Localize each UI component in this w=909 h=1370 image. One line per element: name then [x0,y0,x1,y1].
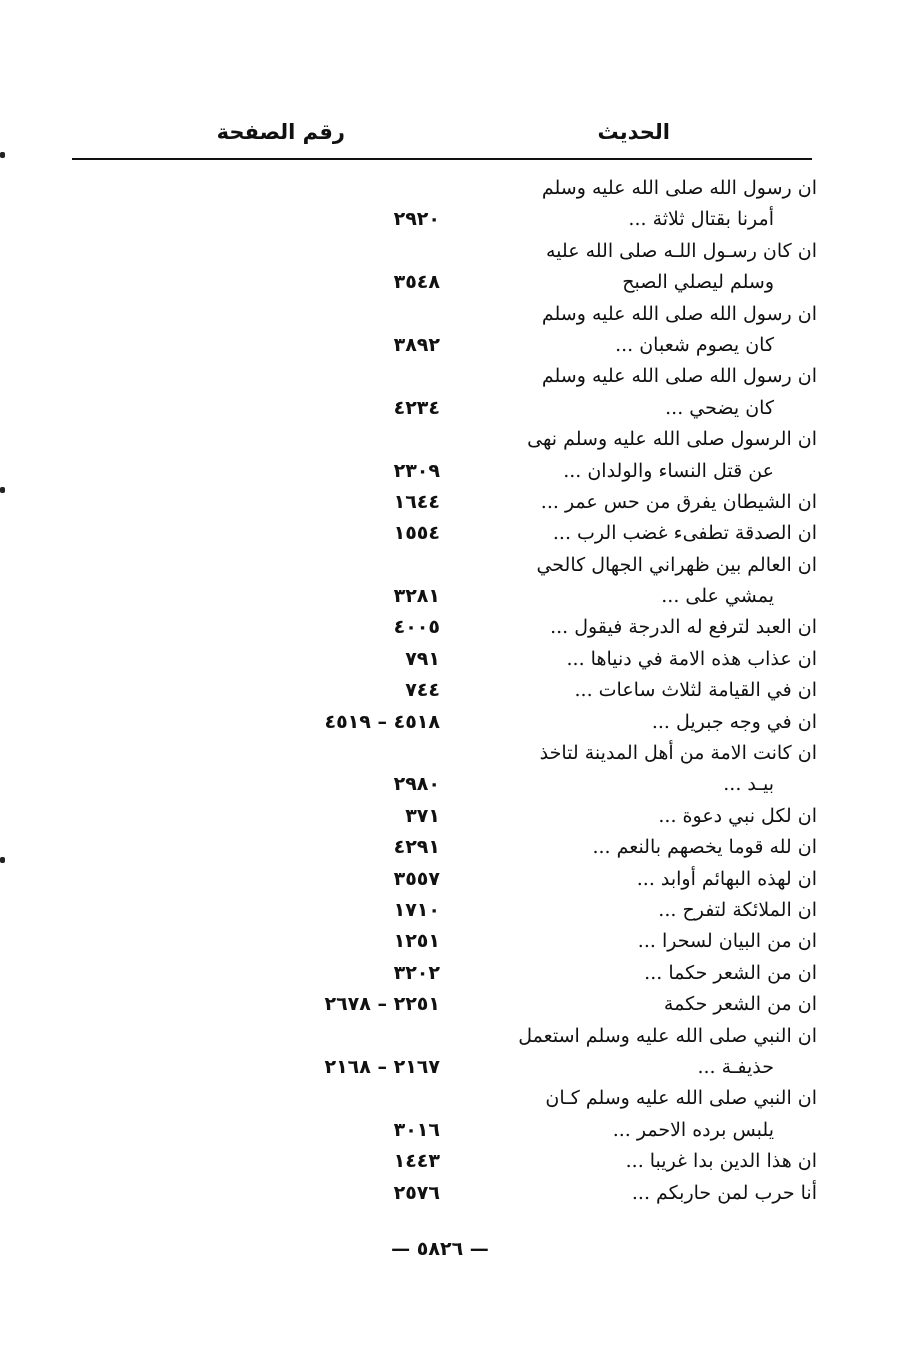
hadith-text: ان في وجه جبريل ... [651,710,817,733]
hadith-text: ان العالم بين ظهراني الجهال كالحي [536,553,817,576]
hadith-text: ان من البيان لسحرا ... [637,930,817,953]
index-row [0,456,909,487]
hadith-text: ان من الشعر حكما ... [644,961,817,984]
index-row [0,926,909,957]
index-row [0,864,909,895]
index-row [0,675,909,706]
page-number: ٢١٦٧ – ٢١٦٨ [324,1055,440,1078]
page-number: ١٤٤٣ [393,1150,440,1173]
hadith-text: ان لله قوما يخصهم بالنعم ... [592,836,817,859]
page-number: ٣٠١٦ [393,1118,440,1141]
index-row [0,1178,909,1209]
hadith-text-continuation: يمشي على ... [661,585,774,608]
hadith-text: ان الشيطان يفرق من حس عمر ... [540,490,817,513]
hadith-text-continuation: حذيفـة ... [697,1055,774,1078]
index-row [0,581,909,612]
page-number: ٤٥١٨ – ٤٥١٩ [324,710,440,733]
index-row [0,832,909,863]
hadith-text: أنا حرب لمن حاربكم ... [631,1181,817,1204]
hadith-text: ان رسول الله صلى الله عليه وسلم [541,177,817,199]
hadith-text-continuation: كان يضحي ... [665,396,774,419]
page-number: ١٧١٠ [393,898,440,921]
index-row [0,801,909,832]
page-number: ٣٥٥٧ [393,867,440,890]
index-row [0,204,909,235]
page-number: ٣٢٠٢ [393,961,440,984]
hadith-text-continuation: عن قتل النساء والولدان ... [563,459,774,482]
index-row [0,299,909,330]
page-number: ٢٩٨٠ [393,773,440,796]
index-row [0,424,909,455]
page-number: ٢٢٥١ – ٢٦٧٨ [324,993,440,1016]
index-row [0,518,909,549]
hadith-text: ان الرسول صلى الله عليه وسلم نهى [527,428,817,451]
page-number: ٢٥٧٦ [393,1181,440,1204]
index-row [0,1083,909,1114]
hadith-text: ان كانت الامة من أهل المدينة لتاخذ [539,742,817,765]
index-row [0,707,909,738]
hadith-text: ان لهذه البهائم أوابد ... [636,867,817,890]
index-row [0,330,909,361]
hadith-text-continuation: بيـد ... [723,773,774,796]
index-row [0,769,909,800]
scan-mark [0,857,5,863]
hadith-text: ان الصدقة تطفىء غضب الرب ... [552,522,817,545]
hadith-text: ان عذاب هذه الامة في دنياها ... [566,647,817,670]
index-row [0,361,909,392]
hadith-text: ان العبد لترفع له الدرجة فيقول ... [550,616,817,639]
page-number: ٤٠٠٥ [393,616,440,639]
index-row [0,267,909,298]
page-folio: — ٥٨٢٦ — [391,1238,489,1260]
hadith-column-header: الحديث [597,120,670,144]
hadith-text: ان النبي صلى الله عليه وسلم كـان [545,1087,817,1110]
hadith-text: ان رسول الله صلى الله عليه وسلم [541,365,817,388]
page-number: ٣٨٩٢ [393,333,440,356]
scan-mark [0,487,5,493]
index-row [0,1115,909,1146]
scan-mark [0,152,5,158]
index-row [0,1052,909,1083]
page-number: ٢٩٢٠ [393,208,440,231]
hadith-text: ان لكل نبي دعوة ... [658,804,817,827]
page-number: ٣٧١ [405,804,440,827]
page-number: ١٢٥١ [393,930,440,953]
index-row [0,644,909,675]
hadith-text-continuation: يلبس برده الاحمر ... [612,1118,774,1141]
hadith-text: ان الملائكة لتفرح ... [658,898,817,921]
index-row [0,550,909,581]
header-rule [72,158,812,160]
index-row [0,989,909,1020]
page-number: ٣٢٨١ [393,585,440,608]
hadith-text-continuation: أمرنا بقتال ثلاثة ... [628,208,774,231]
page-number-column-header: رقم الصفحة [216,120,345,144]
index-row [0,1021,909,1052]
page-number: ٧٤٤ [405,679,440,702]
page-number: ١٥٥٤ [393,522,440,545]
index-row [0,236,909,267]
index-row [0,393,909,424]
page-number: ٢٣٠٩ [393,459,440,482]
index-row [0,1146,909,1177]
index-row [0,487,909,518]
index-row [0,173,909,204]
page-number: ٧٩١ [405,647,440,670]
hadith-text-continuation: كان يصوم شعبان ... [615,333,774,356]
hadith-text: ان رسول الله صلى الله عليه وسلم [541,302,817,325]
index-row [0,958,909,989]
hadith-text-continuation: وسلم ليصلي الصبح [622,271,774,294]
page-number: ٤٢٩١ [393,836,440,859]
hadith-text: ان النبي صلى الله عليه وسلم استعمل [518,1024,817,1047]
page-number: ٤٢٣٤ [393,396,440,419]
page-number: ٣٥٤٨ [393,271,440,294]
hadith-text: ان في القيامة لثلاث ساعات ... [574,679,817,702]
index-row [0,612,909,643]
hadith-text: ان هذا الدين بدا غريبا ... [625,1150,817,1173]
hadith-text: ان كان رسـول اللـه صلى الله عليه [545,239,817,262]
hadith-text: ان من الشعر حكمة [663,993,817,1016]
page-number: ١٦٤٤ [393,490,440,513]
hadith-index-list [0,173,909,1209]
index-row [0,738,909,769]
index-row [0,895,909,926]
